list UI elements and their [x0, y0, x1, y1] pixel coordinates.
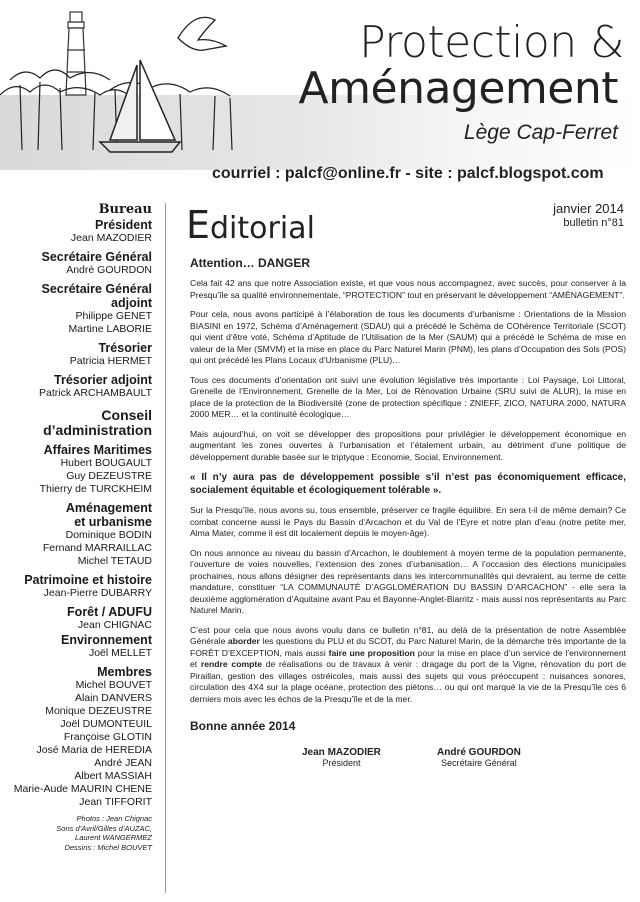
membres-label: Membres	[97, 665, 152, 679]
membre-name: José Maria de HEREDIA	[36, 744, 152, 756]
membre-name: Joël DUMONTEUIL	[60, 718, 152, 730]
new-year-wishes: Bonne année 2014	[190, 719, 296, 733]
credit-line: Sons d’Avril/Gilles d’AUZAC,	[56, 823, 152, 833]
editorial-title	[186, 203, 315, 247]
contact-line: courriel : palcf@online.fr - site : palcf.blogspot.com	[212, 165, 604, 182]
membre-name: Michel BOUVET	[75, 679, 152, 691]
env-label: Environnement	[61, 633, 152, 647]
patrimoine-label: Patrimoine et histoire	[24, 573, 152, 587]
secretaire-label: Secrétaire Général	[41, 250, 152, 264]
issue-date	[553, 201, 624, 231]
signatures	[190, 747, 626, 777]
credit-line: Dessins : Michel BOUVET	[64, 842, 152, 852]
text-run: de réalisations ou de travaux à venir : dragage du port de la Vigne, rénovation du port de Piraillan, gestion des villages ostréicoles, mais aussi des sujets qui vous préoccupent : nuisances sonores, circulation des 4X4 sur la plage océane, protection des piétons… ou qui ont marqué la vie de la Presqu’île ces 6 derniers mois avec les échos de la Presqu’île et de la mer.	[190, 659, 626, 704]
tresorier-label: Trésorier	[98, 341, 152, 355]
maritimes-name: Hubert BOUGAULT	[60, 457, 152, 469]
president-label: Président	[95, 218, 152, 232]
secretaire-adj-label-2: adjoint	[111, 296, 152, 310]
conseil-heading: Conseil	[101, 407, 152, 423]
bulletin-number: bulletin n°81	[563, 217, 624, 229]
patrimoine-name: Jean-Pierre DUBARRY	[43, 587, 152, 599]
title-line-1: Protection &	[359, 17, 624, 68]
maritimes-label: Affaires Maritimes	[43, 443, 152, 457]
editorial-title-cap: E	[186, 203, 211, 247]
signature-role: Secrétaire Général	[441, 758, 517, 768]
maritimes-name: Thierry de TURCKHEIM	[39, 483, 152, 495]
membre-name: Albert MASSIAH	[74, 770, 152, 782]
paragraph: Sur la Presqu’île, nous avons su, tous ensemble, préserver ce fragile équilibre. En sera t-il de même demain? Ce combat concerne aussi le Pays du Bassin d’Arcachon et du Val de l’Eyre et notre plan d’eau (notre petite mer, Alma Mater, comme il est dit localement depuis le moyen-âge).	[190, 505, 626, 538]
lighthouse-icon	[66, 12, 86, 95]
amenagement-name: Fernand MARRAILLAC	[42, 542, 152, 554]
editorial-title-rest: ditorial	[210, 211, 315, 246]
amenagement-name: Dominique BODIN	[65, 529, 152, 541]
president-name: Jean MAZODIER	[70, 232, 152, 244]
credit-line: Laurent WANGERMEZ	[75, 833, 152, 842]
title-line-2: Aménagement	[298, 63, 618, 114]
paragraph	[190, 625, 626, 706]
paragraph: On nous annonce au niveau du bassin d’Arcachon, le doublement à moyen terme de la population permanente, l’ouverture de voies nouvelles, l’extension des zones d’urbanisation… A l’occasion des élections municipales prochaines, nous allons désigner des représentants dans les intercommunalités qui devraient, au terme de cette mandature, constituer “LA COMMUNAUTÉ D’AGGLOMÉRATION DU BASSIN D’ARCACHON” - elle sera la deuxième agglomération d’Aquitaine avant Pau et Bayonne-Anglet-Biarritz - mais aussi nos représentants au Parc Naturel Marin.	[190, 547, 626, 615]
text-run: pour la mise en place d’un service de l’environnement et	[190, 647, 626, 669]
editorial-heading: Attention… DANGER	[190, 256, 310, 270]
tresorier-name: Patricia HERMET	[69, 355, 152, 367]
signature-name: André GOURDON	[437, 746, 521, 758]
bureau-heading: Bureau	[98, 202, 152, 217]
membre-name: Alain DANVERS	[74, 692, 152, 704]
credit-line: Photos : Jean Chignac	[76, 814, 152, 823]
text-run: les questions du PLU et du SCOT, du Parc Naturel Marin, de la démarche très importante de la FORÊT D’EXCEPTION, mais aussi	[190, 636, 626, 658]
issue-month: janvier 2014	[553, 201, 624, 216]
editorial-body	[190, 256, 626, 777]
foret-label: Forêt / ADUFU	[67, 605, 152, 619]
conseil-heading-2: d’administration	[43, 422, 152, 438]
secretaire-adj-name: Philippe GENET	[75, 310, 152, 322]
maritimes-name: Guy DEZEUSTRE	[66, 470, 152, 482]
text-run-bold: faire une proposition	[328, 647, 415, 658]
membre-name: Monique DEZEUSTRE	[45, 705, 152, 717]
text-run: C’est pour cela que nous avons voulu dans ce bulletin n°81, au delà de la présentation de notre Assemblée Générale	[190, 624, 626, 646]
photo-credits	[6, 814, 152, 852]
signature-president	[302, 747, 381, 770]
membre-name: André JEAN	[94, 757, 152, 769]
paragraph: Cela fait 42 ans que notre Association existe, et que vous nous accompagnez, avec succès, pour conserver à la Presqu’île sa qualité environnementale, “PROTECTION” tout en préservant le développement “AMÉNAGEMENT”.	[190, 278, 626, 300]
tresorier-adj-label: Trésorier adjoint	[54, 373, 152, 387]
quote: « Il n’y aura pas de développement possible s’il n’est pas économiquement efficace, socialement équitable et écologiquement tolérable ».	[190, 472, 626, 496]
membre-name: Marie-Aude MAURIN CHENE	[13, 783, 152, 795]
paragraph: Mais aujourd’hui, on voit se développer des propositions pour privilégier le développement économique en augmentant les zones ouvertes à l’urbanisation et l’étalement urbain, au détriment d’une politique de développement durable basée sur le triptyque : Economie, Social, Environnement.	[190, 428, 626, 462]
column-divider	[165, 203, 166, 893]
seagull-icon	[178, 17, 226, 50]
paragraph: Pour cela, nous avons participé à l’élaboration de tous les documents d’urbanisme : Orientations de la Mission BIASINI en 1972, Schéma d’Aménagement (SDAU) qui a précédé le Schéma de COhérence Territoriale (SCOT) qui vient d’être voté, Schéma d’Aptitude de l’Utilisation de la Mer (SAUM) qui a précédé le Schéma de mise en valeur de la Mer (SMVM) et la mise en place du Parc Naturel Marin (PNM), les plans d’Occupation des Sols (POS) qui ont précédé les Plans Locaux d’Urbanisme (PLU)…	[190, 309, 626, 365]
text-run-bold: rendre compte	[200, 659, 262, 669]
secretaire-adj-label: Secrétaire Général	[41, 282, 152, 296]
amenagement-label: Aménagement	[65, 501, 152, 515]
signature-role: Président	[322, 758, 361, 768]
signature-secretaire	[437, 747, 521, 770]
secretaire-name: André GOURDON	[66, 264, 152, 276]
secretaire-adj-name: Martine LABORIE	[68, 323, 152, 335]
masthead	[0, 0, 640, 200]
env-name: Joël MELLET	[88, 647, 152, 659]
paragraph: Tous ces documents d’orientation ont suivi une évolution législative très importante : Loi Paysage, Loi Littoral, Grenelle de l’Environnement, Grenelle de la Mer, Loi de Rénovation Urbaine (SRU suivi de ALUR), la mise en place de la protection de la Biodiversité (zone de protection spécifique : ZNIEFF, ZICO, NATURA 2000, NATURA 2000 MER… et la continuité écologique…	[190, 374, 626, 419]
membre-name: Françoise GLOTIN	[63, 731, 152, 743]
board-sidebar	[6, 203, 152, 852]
membre-name: Jean TIFFORIT	[79, 796, 152, 808]
amenagement-name: Michel TETAUD	[77, 555, 152, 567]
amenagement-label-2: et urbanisme	[74, 515, 152, 529]
signature-name: Jean MAZODIER	[302, 746, 381, 758]
tresorier-adj-name: Patrick ARCHAMBAULT	[39, 387, 152, 399]
foret-name: Jean CHIGNAC	[77, 619, 152, 631]
subtitle: Lège Cap-Ferret	[463, 121, 618, 144]
text-run-bold: aborder	[227, 636, 260, 646]
